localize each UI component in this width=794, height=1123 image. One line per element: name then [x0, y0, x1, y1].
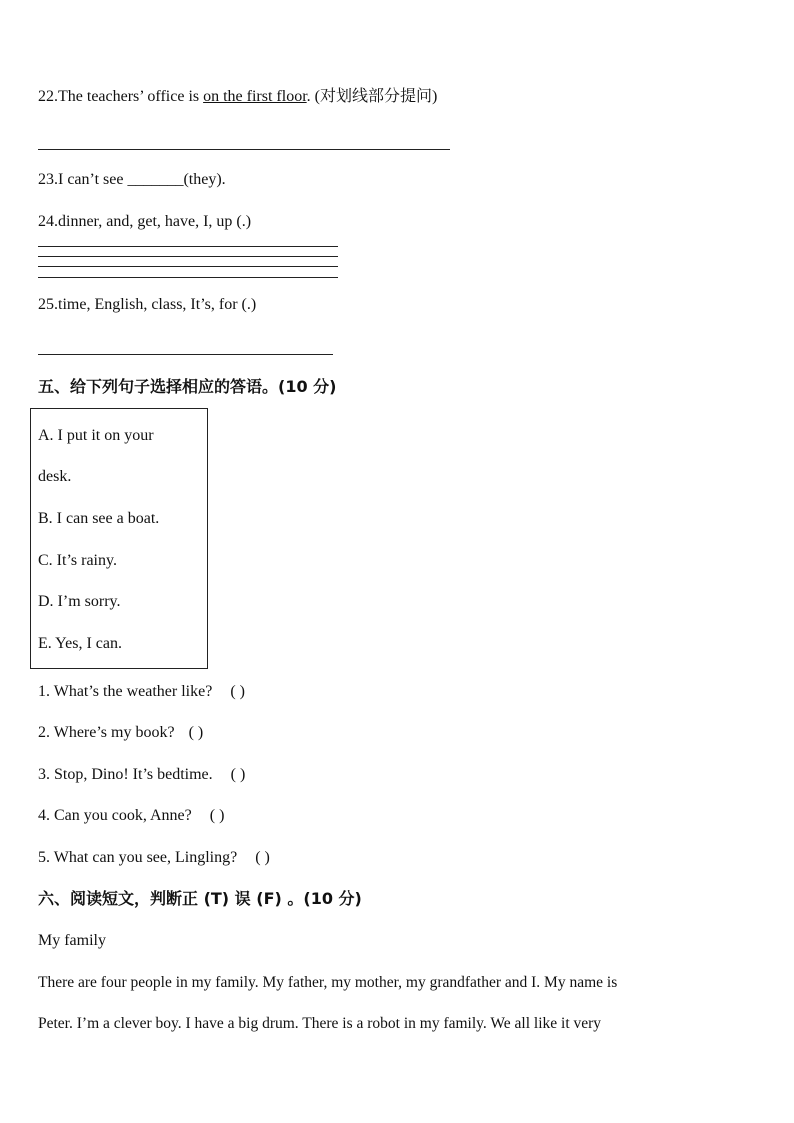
question-4	[38, 806, 224, 826]
option-e: E. Yes, I can.	[38, 635, 122, 652]
question-1	[38, 682, 245, 702]
question-3	[38, 765, 245, 785]
question-number: 22.	[38, 88, 58, 105]
question-number: 23.	[38, 171, 58, 188]
answer-blank[interactable]: ( )	[230, 683, 245, 700]
question-text: 2. Where’s my book?	[38, 724, 175, 741]
question-text: 5. What can you see, Lingling?	[38, 849, 238, 866]
answer-blank[interactable]: ( )	[209, 807, 225, 824]
section-5-title: 五、给下列句子选择相应的答语。(10 分)	[38, 377, 337, 396]
answer-line	[38, 149, 450, 150]
passage-title: My family	[38, 932, 106, 949]
writing-line-4	[38, 277, 338, 278]
passage-line-1: There are four people in my family. My father, my mother, my grandfather and I. My name is	[38, 974, 618, 991]
underlined-phrase: on the first floor	[203, 88, 307, 105]
question-text: dinner, and, get, have, I, up (.)	[58, 213, 252, 230]
options-box	[30, 408, 208, 669]
writing-line-1	[38, 246, 338, 247]
question-instruction: . (对划线部分提问)	[306, 88, 438, 105]
answer-line	[38, 354, 333, 355]
question-22	[38, 87, 437, 107]
option-c: C. It’s rainy.	[38, 552, 117, 569]
question-23	[38, 170, 226, 190]
question-24	[38, 212, 251, 232]
passage-line-2: Peter. I’m a clever boy. I have a big drum. There is a robot in my family. We all like it very	[38, 1015, 602, 1032]
question-text: 4. Can you cook, Anne?	[38, 807, 192, 824]
writing-line-3	[38, 266, 338, 267]
question-text: I can’t see _______(they).	[58, 171, 226, 188]
question-text: 1. What’s the weather like?	[38, 683, 213, 700]
option-b: B. I can see a boat.	[38, 510, 160, 527]
question-number: 25.	[38, 296, 58, 313]
question-text: The teachers’ office is	[58, 88, 204, 105]
question-text: 3. Stop, Dino! It’s bedtime.	[38, 766, 213, 783]
question-25	[38, 295, 256, 315]
question-number: 24.	[38, 213, 58, 230]
question-2	[38, 723, 203, 743]
question-text: time, English, class, It’s, for (.)	[58, 296, 257, 313]
option-a-line2: desk.	[38, 468, 72, 485]
answer-blank[interactable]: ( )	[255, 849, 270, 866]
option-d: D. I’m sorry.	[38, 593, 121, 610]
writing-line-2	[38, 256, 338, 257]
option-a-line1: A. I put it on your	[38, 427, 154, 444]
answer-blank[interactable]: ( )	[230, 766, 246, 783]
question-5	[38, 848, 270, 868]
section-6-title: 六、阅读短文，判断正 (T) 误 (F) 。(10 分)	[38, 889, 362, 908]
answer-blank[interactable]: ( )	[188, 724, 204, 741]
